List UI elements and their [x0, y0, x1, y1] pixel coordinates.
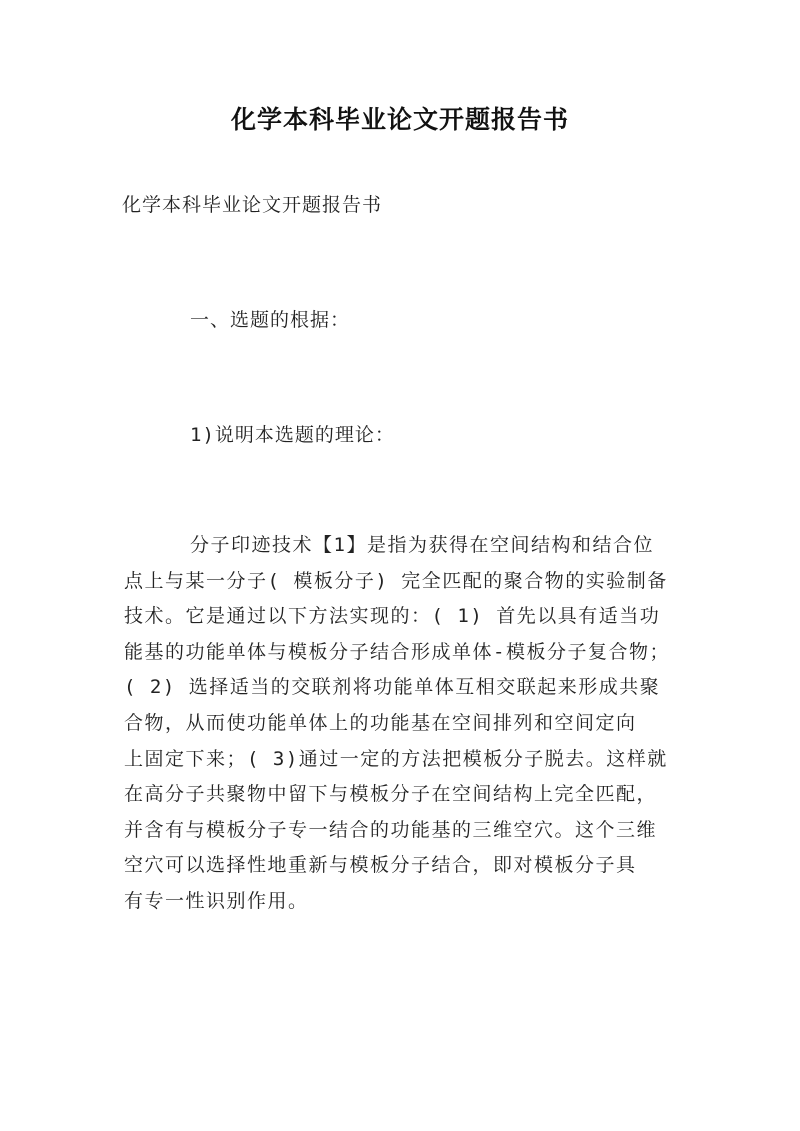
- sub-heading: 1)说明本选题的理论：: [190, 424, 395, 446]
- paragraph-line: ( 2) 选择适当的交联剂将功能单体互相交联起来形成共聚: [124, 676, 661, 699]
- paragraph-line: 合物，从而使功能单体上的功能基在空间排列和空间定向: [124, 711, 637, 734]
- paragraph-line: 分子印迹技术【1】是指为获得在空间结构和结合位: [190, 534, 654, 556]
- paragraph-line: 有专一性识别作用。: [124, 889, 309, 912]
- paragraph-line: 上固定下来；( 3)通过一定的方法把模板分子脱去。这样就: [124, 747, 668, 770]
- section-heading: 一、选题的根据：: [190, 309, 351, 331]
- document-subtitle: 化学本科毕业论文开题报告书: [122, 194, 383, 216]
- paragraph-line: 能基的功能单体与模板分子结合形成单体-模板分子复合物；: [124, 640, 670, 663]
- paragraph-line: 空穴可以选择性地重新与模板分子结合，即对模板分子具: [124, 854, 637, 877]
- paragraph-line: 技术。它是通过以下方法实现的：( 1) 首先以具有适当功: [124, 605, 661, 628]
- document-title: 化学本科毕业论文开题报告书: [230, 105, 569, 134]
- paragraph-line: 并含有与模板分子专一结合的功能基的三维空穴。这个三维: [124, 818, 658, 841]
- paragraph-line: 点上与某一分子( 模板分子) 完全匹配的聚合物的实验制备: [124, 569, 668, 592]
- body-paragraph: [124, 528, 684, 920]
- paragraph-line: 在高分子共聚物中留下与模板分子在空间结构上完全匹配，: [124, 783, 658, 806]
